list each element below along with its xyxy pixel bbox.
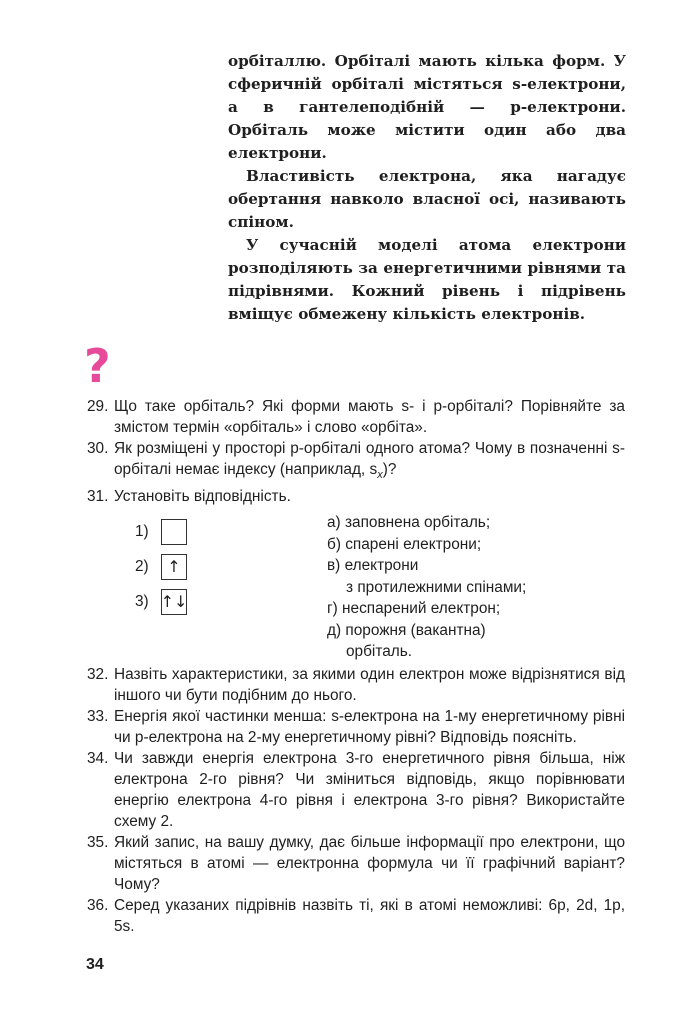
question-33	[87, 706, 625, 748]
question-number: 35.	[87, 834, 109, 852]
question-29	[87, 396, 625, 438]
option-label: 3)	[135, 593, 149, 611]
orbital-row	[135, 584, 187, 619]
match-option-e-continued: орбіталь.	[346, 643, 413, 661]
page-number: 34	[86, 956, 104, 973]
question-text: Що таке орбіталь? Які форми мають s- і p-орбіталі? Порівняйте за змістом термін «орбіталь» і слово «орбіта».	[114, 398, 625, 436]
question-31	[87, 486, 625, 507]
option-label: 2)	[135, 558, 149, 576]
match-options	[327, 512, 526, 663]
question-36	[87, 895, 625, 937]
empty-orbital-box	[161, 519, 187, 545]
summary-paragraph: орбіталлю. Орбіталі мають кілька форм. У сферичній орбіталі містяться s-електрони, а в гантелеподібній — p-електрони. Орбіталь може містити один або два електрони.	[228, 52, 626, 162]
match-option-a: а) заповнена орбіталь;	[327, 514, 491, 532]
question-number: 29.	[87, 398, 109, 415]
question-number: 34.	[87, 750, 109, 768]
question-text: Установіть відповідність.	[114, 488, 291, 506]
question-number: 33.	[87, 708, 109, 726]
option-label: 1)	[135, 523, 149, 541]
question-number: 30.	[87, 440, 109, 457]
matching-exercise	[87, 509, 625, 664]
summary-paragraph: У сучасній моделі атома електрони розподіляють за енергетичними рівнями та підрівнями. Кожний рівень і підрівень вміщує обмежену кількість електронів.	[228, 236, 626, 323]
question-text: Енергія якої частинки менша: s-електрона на 1-му енергетичному рівні чи p-електрона на 2-му енергетичному рівні? Відповідь поясніть.	[114, 708, 625, 747]
question-number: 32.	[87, 666, 109, 684]
question-32	[87, 664, 625, 706]
match-option-b: б) спарені електрони;	[327, 535, 482, 553]
match-option-d: г) неспарений електрон;	[327, 600, 501, 618]
question-34	[87, 748, 625, 832]
paired-electrons-orbital-box: ↑↓	[161, 589, 187, 615]
question-text: Чи завжди енергія електрона 3-го енергетичного рівня більша, ніж електрона 2-го рівня? Чи зміниться відповідь, якщо порівнювати енергію електрона 4-го рівня і електрона 3-го рівня? Використайте схему 2.	[114, 750, 625, 831]
question-30	[87, 438, 625, 486]
question-text: Як розміщені у просторі p-орбіталі одного атома? Чому в позначенні s-орбіталі немає індексу (наприклад, s	[114, 440, 625, 478]
orbital-row	[135, 549, 187, 584]
orbital-diagrams	[135, 514, 187, 619]
match-option-c-continued: з протилежними спінами;	[346, 578, 527, 596]
single-electron-orbital-box: ↑	[161, 554, 187, 580]
question-35	[87, 832, 625, 895]
match-option-c: в) електрони	[327, 557, 419, 575]
orbital-row	[135, 514, 187, 549]
question-text: Серед указаних підрівнів назвіть ті, які в атомі неможливі: 6p, 2d, 1p, 5s.	[114, 897, 625, 936]
question-text: Який запис, на вашу думку, дає більше інформації про електрони, що містяться в атомі — електронна формула чи її графічний варіант? Чому?	[114, 834, 625, 894]
question-text-end: )?	[382, 461, 397, 478]
question-mark-icon: ?	[84, 339, 111, 393]
match-option-e: д) порожня (вакантна)	[327, 621, 486, 639]
questions-list	[87, 396, 625, 937]
question-number: 31.	[87, 488, 109, 506]
summary-paragraph: Властивість електрона, яка нагадує обертання навколо власної осі, називають спіном.	[228, 167, 626, 231]
question-number: 36.	[87, 897, 109, 915]
chapter-summary	[228, 50, 626, 326]
subscript-x: x	[377, 469, 383, 482]
question-text: Назвіть характеристики, за якими один електрон може відрізнятися від іншого чи бути подібним до нього.	[114, 666, 625, 705]
